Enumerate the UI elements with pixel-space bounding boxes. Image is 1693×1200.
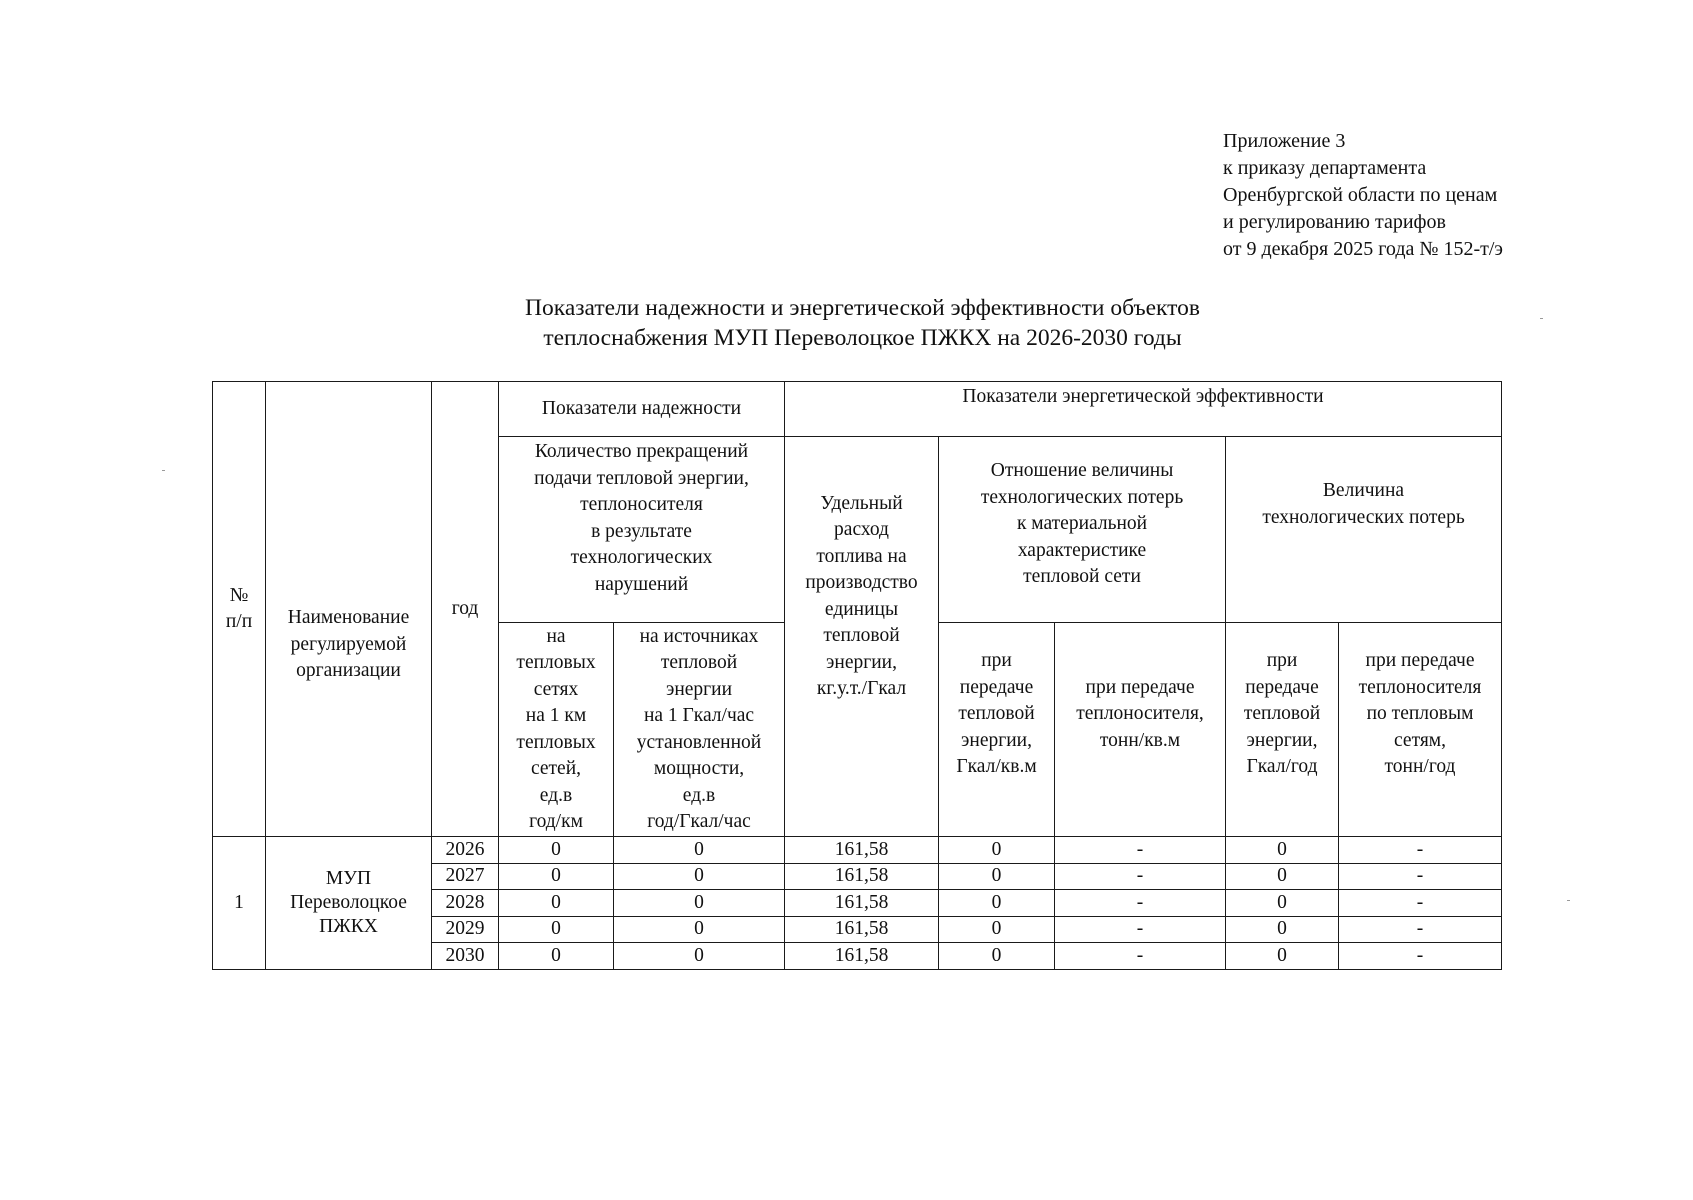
appendix-line: от 9 декабря 2025 года № 152-т/э (1223, 238, 1503, 260)
header-line: передаче (1245, 676, 1319, 698)
ratio-carrier-cell: - (1055, 837, 1226, 864)
header-line: топлива на (816, 545, 907, 567)
header-value-carrier (1339, 623, 1502, 837)
header-line: к материальной (1016, 513, 1148, 535)
header-line: тепловой (660, 652, 738, 673)
header-line: на источниках (639, 625, 759, 647)
header-line: год/Гкал/час (647, 811, 751, 832)
header-line: производство (805, 572, 918, 593)
header-line: теплоносителя (580, 494, 703, 515)
header-line: Отношение величины (990, 460, 1174, 482)
ratio-carrier-cell: - (1055, 916, 1226, 943)
ratio-heat-cell: 0 (939, 863, 1055, 890)
header-interruptions (499, 437, 785, 623)
header-line: сетях (533, 678, 579, 700)
networks-cell: 0 (499, 890, 614, 917)
table-row (213, 837, 1502, 864)
header-line: энергии, (1246, 729, 1318, 751)
header-line: технологических потерь (980, 486, 1184, 508)
year-cell: 2026 (432, 837, 499, 864)
header-loss-value (1226, 437, 1502, 623)
header-line: в результате (591, 520, 692, 542)
header-on-networks (499, 623, 614, 837)
fuel-cell: 161,58 (785, 916, 939, 943)
ratio-heat-cell: 0 (939, 943, 1055, 970)
header-line: тонн/кв.м (1099, 729, 1181, 751)
header-line: при передаче (1085, 676, 1195, 698)
header-line: при (1266, 650, 1298, 672)
header-line: № (229, 584, 249, 606)
ratio-carrier-cell: - (1055, 863, 1226, 890)
value-carrier-cell: - (1339, 943, 1502, 970)
header-line: на (546, 625, 566, 647)
header-line: тепловой (823, 625, 900, 646)
header-line: энергии, (961, 729, 1032, 751)
fuel-cell: 161,58 (785, 837, 939, 864)
header-line: Величина (1322, 480, 1405, 501)
year-cell: 2030 (432, 943, 499, 970)
header-line: расход (834, 519, 889, 540)
header-line: Гкал/год (1246, 756, 1318, 778)
value-heat-cell: 0 (1226, 837, 1339, 864)
header-reliability: Показатели надежности (499, 382, 785, 437)
networks-cell: 0 (499, 837, 614, 864)
year-cell: 2028 (432, 890, 499, 917)
document-title (0, 293, 1693, 353)
fuel-cell: 161,58 (785, 890, 939, 917)
org-name-line: Переволоцкое (290, 891, 407, 913)
header-specific-fuel (785, 437, 939, 837)
header-line: по тепловым (1366, 703, 1474, 725)
header-line: технологических (570, 547, 713, 568)
ratio-heat-cell: 0 (939, 837, 1055, 864)
sources-cell: 0 (614, 943, 785, 970)
header-year: год (432, 382, 499, 837)
org-name-line: МУП (325, 867, 372, 889)
header-line: энергии, (826, 651, 897, 673)
header-line: ед.в (539, 784, 573, 806)
header-line: теплоносителя, (1076, 703, 1204, 725)
header-line: кг.у.т./Гкал (816, 678, 907, 699)
appendix-line: Оренбургской области по ценам (1223, 184, 1498, 206)
header-organization (266, 382, 432, 837)
value-carrier-cell: - (1339, 890, 1502, 917)
value-carrier-cell: - (1339, 837, 1502, 864)
header-on-sources (614, 623, 785, 837)
ratio-carrier-cell: - (1055, 890, 1226, 917)
fuel-cell: 161,58 (785, 863, 939, 890)
header-line: установленной (636, 731, 762, 753)
ratio-heat-cell: 0 (939, 916, 1055, 943)
scan-artifact (1567, 900, 1570, 901)
sources-cell: 0 (614, 916, 785, 943)
ratio-carrier-cell: - (1055, 943, 1226, 970)
header-line: единицы (824, 598, 899, 620)
title-line: теплоснабжения МУП Переволоцкое ПЖКХ на 2026-2030 годы (543, 325, 1182, 351)
appendix-line: к приказу департамента (1223, 157, 1427, 179)
header-line: характеристике (1017, 539, 1147, 561)
scan-artifact (162, 470, 165, 471)
organization-name-cell (266, 837, 432, 970)
header-line: Количество прекращений (534, 441, 749, 462)
header-line: тепловой сети (1023, 566, 1141, 588)
networks-cell: 0 (499, 943, 614, 970)
header-energy-efficiency: Показатели энергетической эффективности (785, 382, 1502, 437)
value-heat-cell: 0 (1226, 916, 1339, 943)
networks-cell: 0 (499, 863, 614, 890)
value-carrier-cell: - (1339, 863, 1502, 890)
header-line: тепловых (516, 652, 596, 673)
org-name-line: ПЖКХ (319, 915, 378, 937)
header-line: на 1 км (525, 705, 587, 726)
value-heat-cell: 0 (1226, 863, 1339, 890)
value-heat-cell: 0 (1226, 890, 1339, 917)
header-line: организации (296, 660, 401, 682)
header-value-heat (1226, 623, 1339, 837)
appendix-line: и регулированию тарифов (1223, 211, 1446, 233)
sources-cell: 0 (614, 863, 785, 890)
row-number-cell: 1 (213, 837, 266, 970)
header-line: энергии (665, 678, 733, 700)
title-line: Показатели надежности и энергетической эффективности объектов (525, 295, 1200, 321)
header-line: Наименование (287, 607, 410, 629)
header-line: сетям, (1394, 729, 1447, 751)
header-line: подачи тепловой энергии, (534, 467, 749, 489)
appendix-line: Приложение 3 (1223, 130, 1346, 152)
appendix-block (1223, 128, 1503, 263)
header-line: нарушений (594, 573, 689, 595)
header-line: при (981, 650, 1012, 672)
header-loss-ratio (939, 437, 1226, 623)
sources-cell: 0 (614, 890, 785, 917)
header-line: ед.в (682, 784, 716, 806)
header-line: п/п (225, 611, 253, 632)
header-line: теплоносителя (1358, 676, 1482, 698)
ratio-heat-cell: 0 (939, 890, 1055, 917)
header-line: сетей, (530, 758, 582, 779)
header-line: на 1 Гкал/час (643, 705, 755, 726)
header-row-number (213, 382, 266, 837)
header-line: Удельный (820, 492, 903, 514)
header-line: Гкал/кв.м (956, 756, 1037, 778)
header-line: технологических потерь (1262, 506, 1465, 528)
header-line: тепловой (1243, 703, 1321, 725)
networks-cell: 0 (499, 916, 614, 943)
header-ratio-heat (939, 623, 1055, 837)
header-line: передаче (959, 676, 1034, 698)
header-ratio-carrier (1055, 623, 1226, 837)
value-carrier-cell: - (1339, 916, 1502, 943)
header-line: тонн/год (1384, 756, 1456, 778)
fuel-cell: 161,58 (785, 943, 939, 970)
header-line: регулируемой (290, 633, 407, 655)
value-heat-cell: 0 (1226, 943, 1339, 970)
header-line: тепловой (958, 703, 1035, 725)
sources-cell: 0 (614, 837, 785, 864)
scan-artifact (1540, 318, 1543, 319)
header-line: при передаче (1365, 650, 1475, 672)
header-line: год/км (529, 811, 583, 832)
year-cell: 2029 (432, 916, 499, 943)
indicators-table (212, 381, 1502, 970)
header-line: тепловых (516, 731, 596, 753)
year-cell: 2027 (432, 863, 499, 890)
header-line: мощности, (653, 758, 745, 779)
